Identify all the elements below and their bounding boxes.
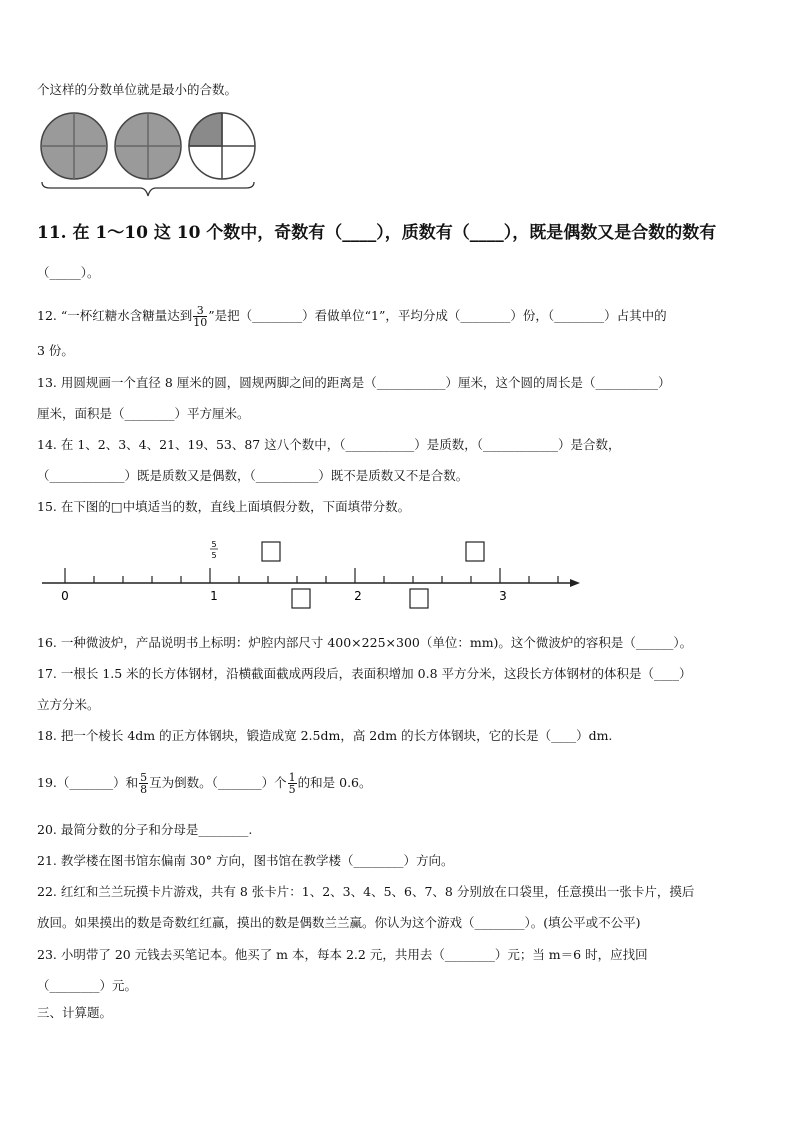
q19-line	[37, 770, 372, 796]
answer-box-bottom-1[interactable]	[292, 589, 310, 608]
circle-2	[115, 113, 181, 179]
number-line	[36, 535, 586, 610]
q23-line-2: （________）元。	[37, 978, 138, 993]
q13-line-2: 厘米，面积是（________）平方厘米。	[37, 406, 250, 421]
q16-text: 16. 一种微波炉，产品说明书上标明：炉腔内部尺寸 400×225×300（单位：mm)。这个微波炉的容积是（______）。	[37, 635, 693, 650]
q23-line-1: 23. 小明带了 20 元钱去买笔记本。他买了 m 本，每本 2.2 元，共用去（________）元；当 m＝6 时，应找回	[37, 947, 648, 962]
q18-text: 18. 把一个棱长 4dm 的正方体钢块，锻造成宽 2.5dm，高 2dm 的长方体钢块，它的长是（____）dm.	[37, 728, 613, 743]
q14-line-1: 14. 在 1、2、3、4、21、19、53、87 这八个数中，（___________）是质数，（____________）是合数，	[37, 437, 621, 452]
tick-label-1: 1	[210, 589, 218, 603]
q12-suffix: ”是把（________）看做单位“1”，平均分成（________）份，（________）占其中的	[208, 308, 667, 323]
q12-line-1	[37, 305, 667, 328]
answer-box-top-2[interactable]	[466, 542, 484, 561]
brace	[42, 182, 254, 196]
q22-line-2: 放回。如果摸出的数是奇数红红赢，摸出的数是偶数兰兰赢。你认为这个游戏（________）。(填公平或不公平)	[37, 915, 641, 930]
tick-label-0: 0	[61, 589, 69, 603]
q12-fraction: $\frac{3}{10}$	[193, 304, 208, 329]
fraction-circles-figure	[36, 110, 260, 205]
q13-line-1: 13. 用圆规画一个直径 8 厘米的圆，圆规两脚之间的距离是（___________）厘米，这个圆的周长是（__________）	[37, 375, 671, 390]
tick-label-2: 2	[354, 589, 362, 603]
circle-3	[189, 113, 255, 179]
section-title-calculation: 三、计算题。	[37, 1005, 113, 1020]
q15-text: 15. 在下图的□中填适当的数，直线上面填假分数，下面填带分数。	[37, 499, 411, 514]
q19-part1: 19.（_______）和	[37, 775, 139, 790]
circle-1	[41, 113, 107, 179]
tick-label-3: 3	[499, 589, 507, 603]
q12-line-2: 3 份。	[37, 343, 74, 358]
answer-box-top-1[interactable]	[262, 542, 280, 561]
intro-line: 个这样的分数单位就是最小的合数。	[37, 82, 238, 97]
q19-fraction-1: $\frac{5}{8}$	[140, 771, 148, 796]
marker-fraction-num: 5	[211, 540, 217, 549]
q19-part2: 互为倒数。（_______）个	[149, 775, 287, 790]
q21-text: 21. 教学楼在图书馆东偏南 30° 方向，图书馆在教学楼（________）方向。	[37, 853, 454, 868]
q11-line-2: （_____）。	[37, 265, 100, 280]
q14-line-2: （____________）既是质数又是偶数，（__________）既不是质数又不是合数。	[37, 468, 469, 483]
q22-line-1: 22. 红红和兰兰玩摸卡片游戏，共有 8 张卡片：1、2、3、4、5、6、7、8 分别放在口袋里，任意摸出一张卡片，摸后	[37, 884, 695, 899]
q11-line-1: 11. 在 1～10 这 10 个数中，奇数有（____），质数有（____），既是偶数又是合数的数有	[37, 223, 717, 243]
q19-part3: 的和是 0.6。	[297, 775, 372, 790]
answer-box-bottom-2[interactable]	[410, 589, 428, 608]
q12-prefix: 12. “一杯红糖水含糖量达到	[37, 308, 193, 323]
q20-text: 20. 最简分数的分子和分母是________.	[37, 822, 253, 837]
q17-line-2: 立方分米。	[37, 697, 100, 712]
q17-line-1: 17. 一根长 1.5 米的长方体钢材，沿横截面截成两段后，表面积增加 0.8 平方分米，这段长方体钢材的体积是（____）	[37, 666, 692, 681]
q19-fraction-2: $\frac{1}{5}$	[288, 771, 296, 796]
marker-fraction-den: 5	[211, 551, 217, 560]
